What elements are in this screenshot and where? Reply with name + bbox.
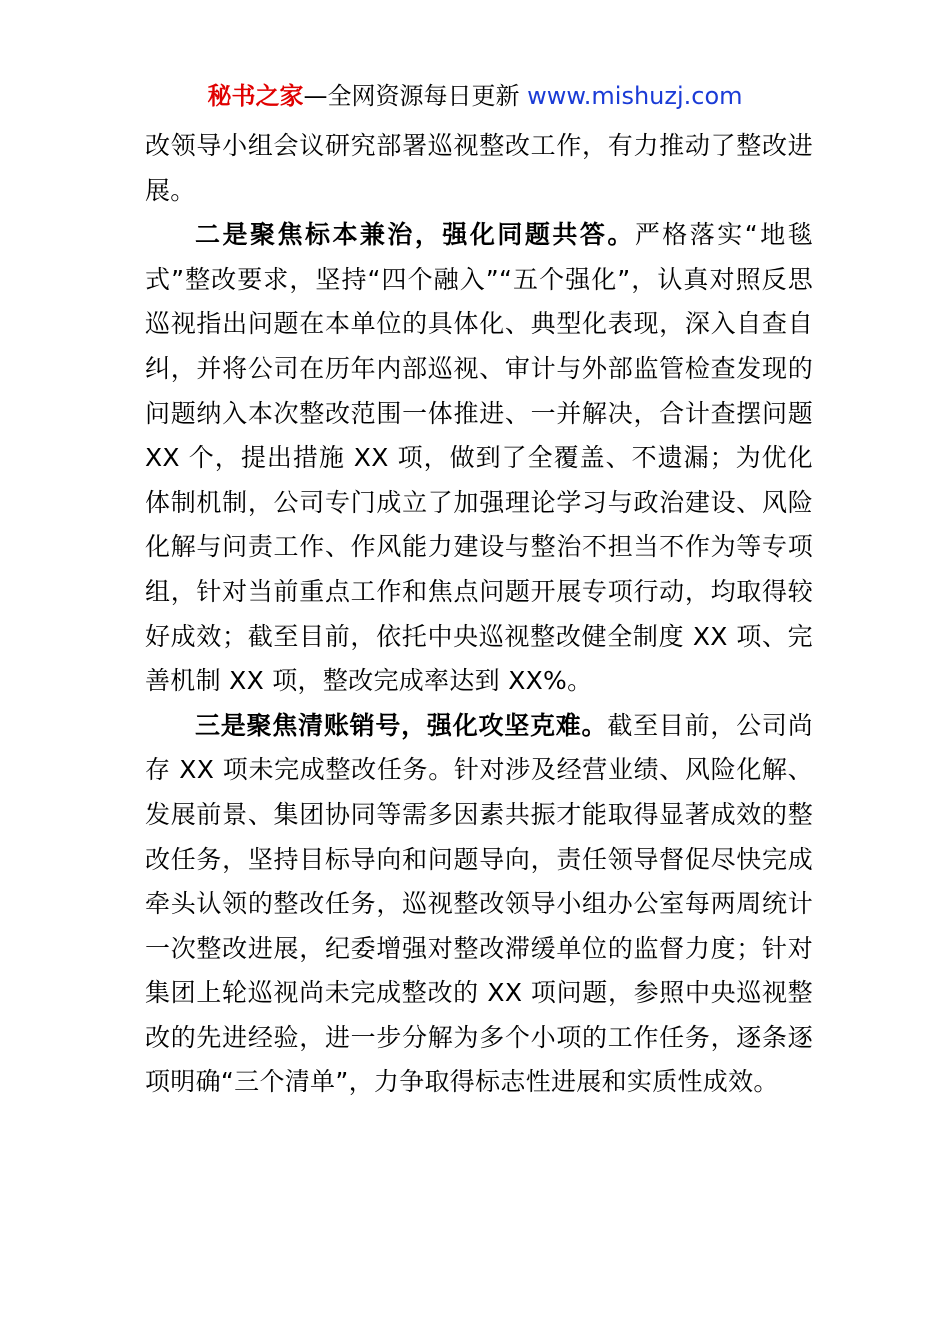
paragraph-text: 截至目前，公司尚存 XX 项未完成整改任务。针对涉及经营业绩、风险化解、发展前景、集团协同等需多因素共振才能取得显著成效的整改任务，坚持目标导向和问题导向，责任领导督促尽快完成牵头认领的整改任务，巡视整改领导小组办公室每两周统计一次整改进展，纪委增强对整改滞缓单位的监督力度；针对集团上轮巡视尚未完成整改的 XX 项问题，参照中央巡视整改的先进经验，进一步分解为多个小项的工作任务，逐条逐项明确“三个清单”，力争取得标志性进展和实质性成效。 (145, 710, 813, 1097)
paragraph-point-two (145, 213, 813, 704)
paragraph-lead: 三是聚焦清账销号，强化攻坚克难。 (195, 710, 608, 740)
header-tagline: —全网资源每日更新 (303, 82, 528, 110)
paragraph-point-three (145, 704, 813, 1105)
paragraph-text: 严格落实“地毯式”整改要求，坚持“四个融入”“五个强化”，认真对照反思巡视指出问题在本单位的具体化、典型化表现，深入自查自纠，并将公司在历年内部巡视、审计与外部监管检查发现的问题纳入本次整改范围一体推进、一并解决，合计查摆问题 XX 个，提出措施 XX 项，做到了全覆盖、不遗漏；为优化体制机制，公司专门成立了加强理论学习与政治建设、风险化解与问责工作、作风能力建设与整治不担当不作为等专项组，针对当前重点工作和焦点问题开展专项行动，均取得较好成效；截至目前，依托中央巡视整改健全制度 XX 项、完善机制 XX 项，整改完成率达到 XX%。 (145, 220, 813, 696)
paragraph-text: 改领导小组会议研究部署巡视整改工作，有力推动了整改进展。 (145, 131, 813, 205)
paragraph-continuation (145, 124, 813, 213)
paragraph-lead: 二是聚焦标本兼治，强化同题共答。 (195, 220, 635, 250)
brand-name: 秘书之家 (207, 82, 304, 110)
document-body (145, 124, 813, 1105)
site-url-link[interactable]: www.mishuzj.com (527, 82, 743, 110)
site-header (0, 80, 950, 112)
